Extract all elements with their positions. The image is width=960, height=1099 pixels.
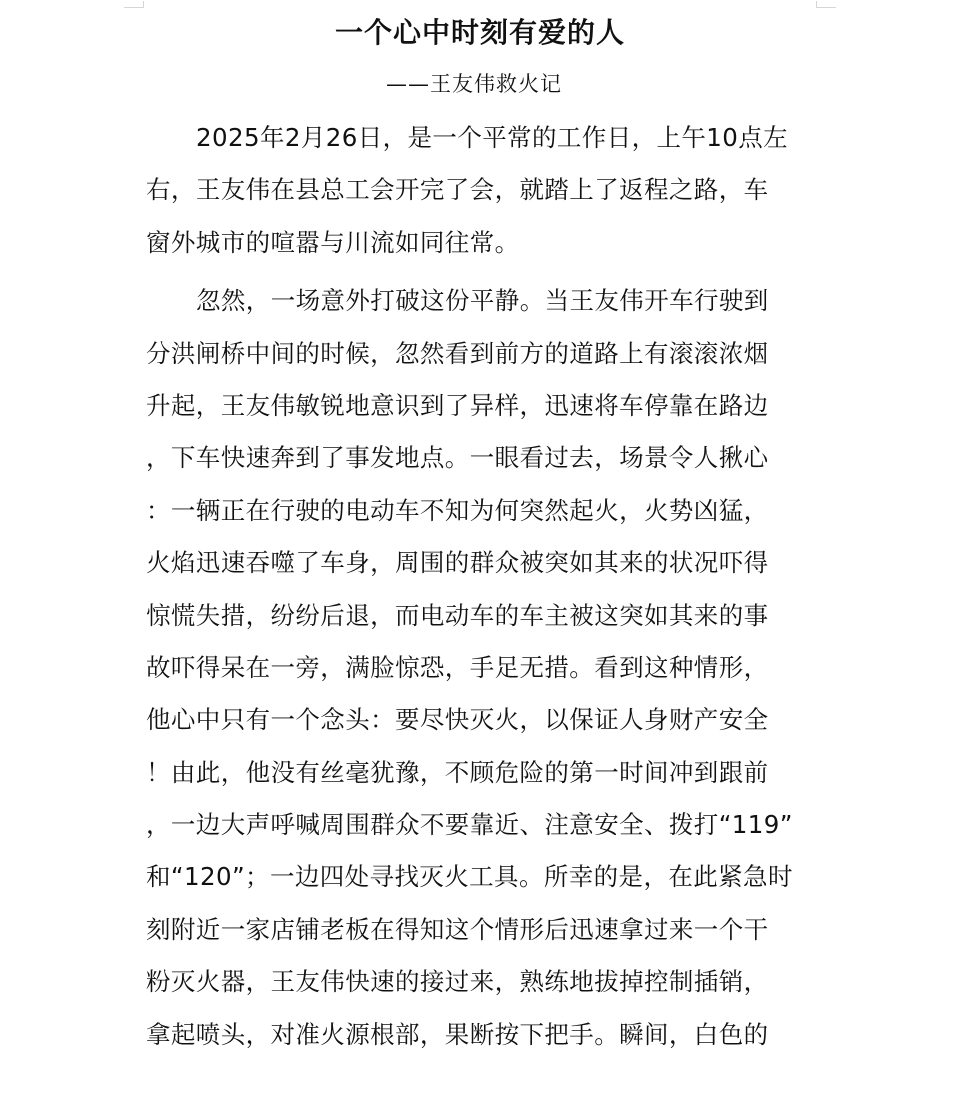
paragraph-line: 刻附近一家店铺老板在得知这个情形后迅速拿过来一个干 — [146, 914, 769, 944]
paragraph-line: ，下车快速奔到了事发地点。一眼看过去，场景令人揪心 — [146, 443, 769, 473]
paragraph-line: ，一边大声呼喊周围群众不要靠近、注意安全、拨打“119” — [146, 810, 793, 840]
paragraph-1 — [146, 112, 826, 269]
document-body — [146, 112, 826, 1061]
paragraph-2 — [146, 275, 826, 1061]
paragraph-line: 右，王友伟在县总工会开完了会，就踏上了返程之路，车 — [146, 175, 769, 205]
paragraph-line: ！由此，他没有丝毫犹豫，不顾危险的第一时间冲到跟前 — [146, 757, 769, 787]
document-title: 一个心中时刻有爱的人 — [334, 16, 625, 49]
paragraph-line: 故吓得呆在一旁，满脸惊恐，手足无措。看到这种情形， — [146, 652, 769, 682]
paragraph-line: 分洪闸桥中间的时候，忽然看到前方的道路上有滚滚浓烟 — [146, 338, 769, 368]
paragraph-line: 升起，王友伟敏锐地意识到了异样，迅速将车停靠在路边 — [146, 390, 769, 420]
paragraph-line: 火焰迅速吞噬了车身，周围的群众被突如其来的状况吓得 — [146, 548, 769, 578]
paragraph-line: 和“120”；一边四处寻找灭火工具。所幸的是，在此紧急时 — [146, 862, 793, 892]
document-subtitle: ——王友伟救火记 — [386, 72, 562, 96]
paragraph-line: 拿起喷头，对准火源根部，果断按下把手。瞬间，白色的 — [146, 1019, 769, 1049]
paragraph-line: 他心中只有一个念头：要尽快灭火，以保证人身财产安全 — [146, 705, 769, 735]
paragraph-line: 粉灭火器，王友伟快速的接过来，熟练地拔掉控制插销， — [146, 967, 769, 997]
paragraph-line: 2025年2月26日，是一个平常的工作日，上午10点左 — [196, 123, 789, 152]
paragraph-line: 窗外城市的喧嚣与川流如同往常。 — [146, 227, 520, 257]
paragraph-line: 忽然，一场意外打破这份平静。当王友伟开车行驶到 — [196, 286, 769, 316]
paragraph-line: 惊慌失措，纷纷后退，而电动车的车主被这突如其来的事 — [146, 600, 769, 630]
paragraph-line: ：一辆正在行驶的电动车不知为何突然起火，火势凶猛， — [146, 495, 769, 525]
